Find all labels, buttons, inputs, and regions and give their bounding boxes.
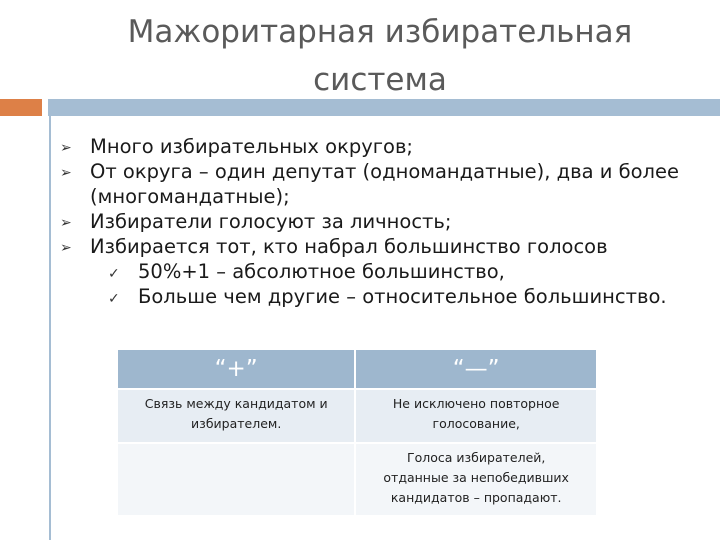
sub-bullet-text: Больше чем другие – относительное большинство. <box>138 285 667 308</box>
cons-header: “—” <box>355 350 596 389</box>
bullet-item <box>60 234 700 309</box>
table-row <box>118 443 596 515</box>
table-cell <box>118 443 355 515</box>
slide-title: Мажоритарная избирательная система <box>127 14 633 98</box>
table-cell: Связь между кандидатом и избирателем. <box>118 389 355 443</box>
pros-cons-table <box>118 350 596 515</box>
table-row <box>118 389 596 443</box>
arrow-bullet-icon: ➢ <box>60 140 72 156</box>
table-cell: Не исключено повторное голосование, <box>355 389 596 443</box>
bullet-text: Много избирательных округов; <box>90 135 414 158</box>
arrow-bullet-icon: ➢ <box>60 240 72 256</box>
checkmark-icon: ✓ <box>108 266 120 282</box>
bullet-text: От округа – один депутат (одномандатные), два и более (многомандатные); <box>90 160 679 208</box>
left-rule-line <box>49 116 51 540</box>
table-header-row <box>118 350 596 389</box>
sub-bullet-item <box>90 284 700 309</box>
bullet-item <box>60 134 700 159</box>
accent-bar <box>0 99 42 116</box>
checkmark-icon: ✓ <box>108 291 120 307</box>
arrow-bullet-icon: ➢ <box>60 215 72 231</box>
bullet-item <box>60 209 700 234</box>
bullet-text: Избиратели голосуют за личность; <box>90 210 452 233</box>
bullet-item <box>60 159 700 209</box>
title-rule-bar <box>48 99 720 116</box>
pros-header: “+” <box>118 350 355 389</box>
table-cell: Голоса избирателей, отданные за непобедивших кандидатов – пропадают. <box>355 443 596 515</box>
sub-bullet-text: 50%+1 – абсолютное большинство, <box>138 260 505 283</box>
bullet-list <box>60 134 700 309</box>
sub-bullet-item <box>90 259 700 284</box>
arrow-bullet-icon: ➢ <box>60 165 72 181</box>
bullet-text: Избирается тот, кто набрал большинство голосов <box>90 235 608 258</box>
sub-bullet-list <box>90 259 700 309</box>
